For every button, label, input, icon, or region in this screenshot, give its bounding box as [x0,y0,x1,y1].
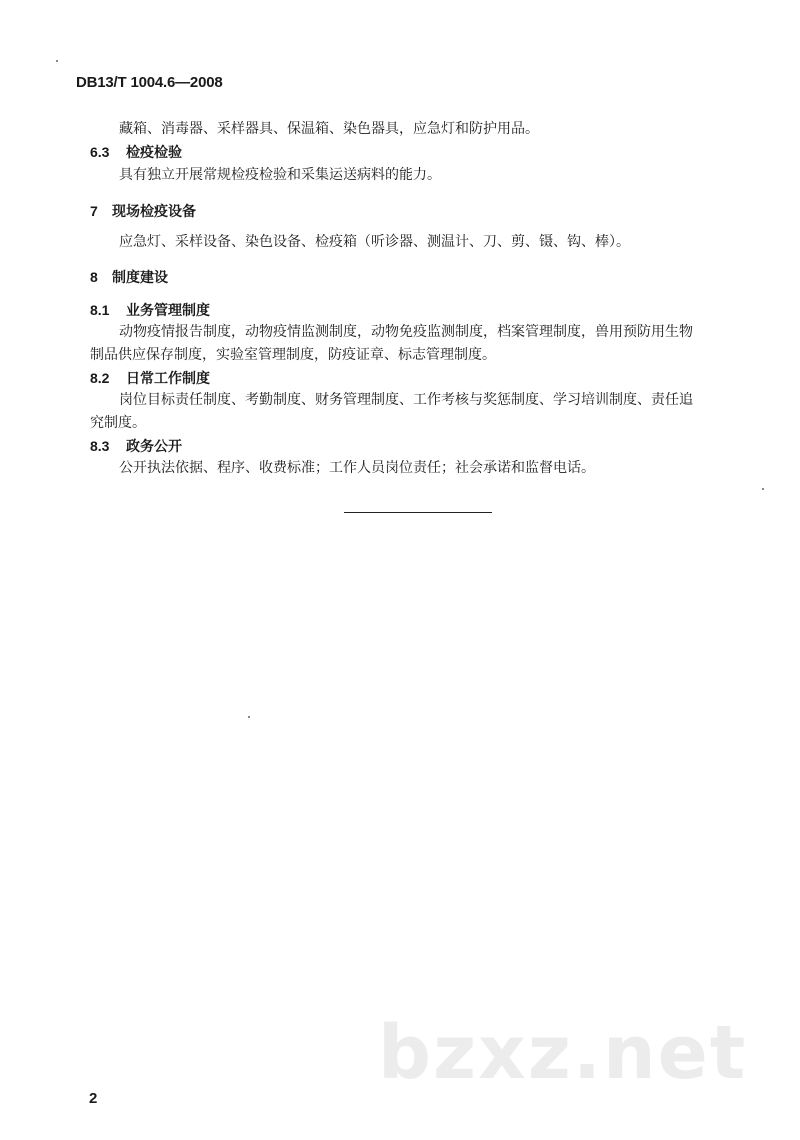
watermark: bzxz.net [378,1010,748,1096]
section-number: 8.1 [90,302,110,318]
paragraph-line: 岗位目标责任制度、考勤制度、财务管理制度、工作考核与奖惩制度、学习培训制度、责任追 [119,392,693,408]
paragraph-line: 公开执法依据、程序、收费标准；工作人员岗位责任；社会承诺和监督电话。 [119,460,595,476]
section-heading-8 [90,268,168,287]
scan-speck [248,716,250,718]
document-code: DB13/T 1004.6—2008 [76,74,223,91]
section-number: 7 [90,203,98,219]
section-title: 政务公开 [126,439,182,455]
paragraph-line: 动物疫情报告制度，动物疫情监测制度，动物免疫监测制度，档案管理制度，兽用预防用生物 [119,324,693,340]
section-title: 日常工作制度 [126,371,210,387]
section-heading-6-3 [90,143,182,162]
section-title: 现场检疫设备 [112,204,196,220]
paragraph-line: 究制度。 [90,415,146,431]
section-heading-8-1 [90,301,210,320]
section-number: 6.3 [90,144,110,160]
section-title: 制度建设 [112,270,168,286]
paragraph-line: 应急灯、采样设备、染色设备、检疫箱（听诊器、测温计、刀、剪、镊、钩、棒）。 [119,234,630,250]
section-heading-8-3 [90,437,182,456]
section-title: 业务管理制度 [126,303,210,319]
scan-speck [762,488,764,490]
section-number: 8.3 [90,438,110,454]
page-number: 2 [89,1090,98,1107]
paragraph-line: 制品供应保存制度，实验室管理制度，防疫证章、标志管理制度。 [90,347,496,363]
section-number: 8.2 [90,370,110,386]
paragraph-line: 具有独立开展常规检疫检验和采集运送病料的能力。 [119,167,441,183]
paragraph-line: 藏箱、消毒器、采样器具、保温箱、染色器具，应急灯和防护用品。 [119,121,539,137]
section-number: 8 [90,269,98,285]
section-heading-7 [90,202,196,221]
section-title: 检疫检验 [126,145,182,161]
scan-speck [56,60,58,62]
section-heading-8-2 [90,369,210,388]
end-of-document-rule [344,512,492,513]
